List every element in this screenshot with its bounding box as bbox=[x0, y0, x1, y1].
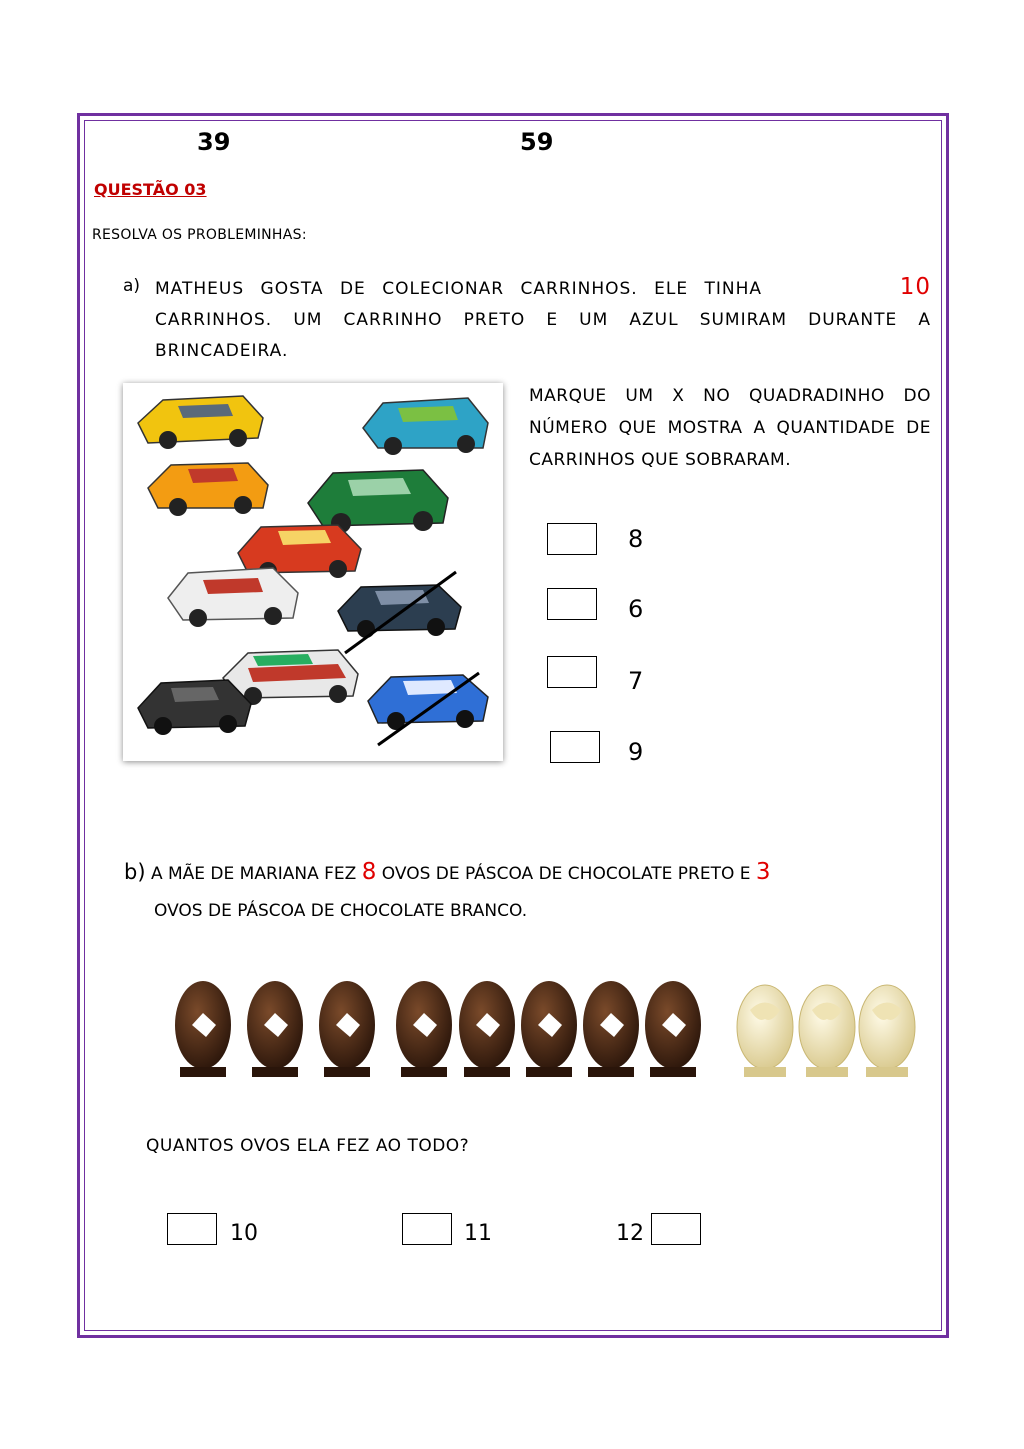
part-b-number-1: 8 bbox=[361, 859, 377, 885]
dark-egg bbox=[459, 981, 515, 1077]
part-a-text-1: MATHEUS GOSTA DE COLECIONAR CARRINHOS. ELE TINHA bbox=[155, 279, 762, 299]
part-a-label: a) bbox=[123, 276, 141, 296]
car-yellow bbox=[138, 396, 263, 449]
part-a-instruction: MARQUE UM X NO QUADRADINHO DO NÚMERO QUE MOSTRA A QUANTIDADE DE CARRINHOS QUE SOBRARAM. bbox=[529, 386, 931, 470]
checkbox-option-6[interactable] bbox=[547, 588, 597, 620]
dark-egg bbox=[396, 981, 452, 1077]
part-b-label: b) bbox=[124, 860, 146, 884]
dark-egg bbox=[319, 981, 375, 1077]
white-egg bbox=[799, 985, 855, 1077]
part-b-text bbox=[124, 854, 924, 930]
checkbox-option-12[interactable] bbox=[651, 1213, 701, 1245]
instruction: RESOLVA OS PROBLEMINHAS: bbox=[92, 227, 307, 243]
option-label-8: 8 bbox=[628, 525, 644, 553]
dark-egg bbox=[521, 981, 577, 1077]
checkbox-option-8[interactable] bbox=[547, 523, 597, 555]
part-b-text-2: OVOS DE PÁSCOA DE CHOCOLATE PRETO E bbox=[381, 864, 751, 884]
dark-egg bbox=[583, 981, 639, 1077]
option-label-6: 6 bbox=[628, 595, 644, 623]
dark-egg bbox=[645, 981, 701, 1077]
option-label-7: 7 bbox=[628, 667, 644, 695]
dark-egg bbox=[175, 981, 231, 1077]
part-b-number-2: 3 bbox=[755, 859, 771, 885]
option-label-11: 11 bbox=[464, 1221, 492, 1246]
part-b-question: QUANTOS OVOS ELA FEZ AO TODO? bbox=[146, 1136, 470, 1156]
car-orange bbox=[148, 463, 268, 516]
checkbox-option-7[interactable] bbox=[547, 656, 597, 688]
car-green-blue bbox=[363, 398, 488, 455]
part-b-text-1: A MÃE DE MARIANA FEZ bbox=[150, 864, 357, 884]
checkbox-option-11[interactable] bbox=[402, 1213, 452, 1245]
top-number-left: 39 bbox=[197, 128, 231, 156]
white-egg bbox=[859, 985, 915, 1077]
option-label-12: 12 bbox=[616, 1221, 644, 1246]
cars-image bbox=[123, 383, 503, 761]
car-blue bbox=[368, 675, 488, 730]
part-b-text-3: OVOS DE PÁSCOA DE CHOCOLATE BRANCO. bbox=[154, 901, 528, 921]
checkbox-option-10[interactable] bbox=[167, 1213, 217, 1245]
car-green bbox=[308, 470, 448, 533]
option-label-10: 10 bbox=[230, 1221, 258, 1246]
part-a-text-2: CARRINHOS. UM CARRINHO PRETO E UM AZUL SUMIRAM DURANTE A BRINCADEIRA. bbox=[155, 310, 931, 361]
white-egg bbox=[737, 985, 793, 1077]
dark-egg bbox=[247, 981, 303, 1077]
checkbox-option-9[interactable] bbox=[550, 731, 600, 763]
top-number-right: 59 bbox=[520, 128, 554, 156]
question-title: QUESTÃO 03 bbox=[94, 180, 207, 199]
car-black bbox=[138, 680, 251, 735]
car-white bbox=[168, 568, 298, 627]
eggs-image bbox=[170, 975, 920, 1085]
part-a-number: 10 bbox=[899, 274, 931, 300]
part-a-text bbox=[155, 272, 931, 367]
option-label-9: 9 bbox=[628, 738, 644, 766]
